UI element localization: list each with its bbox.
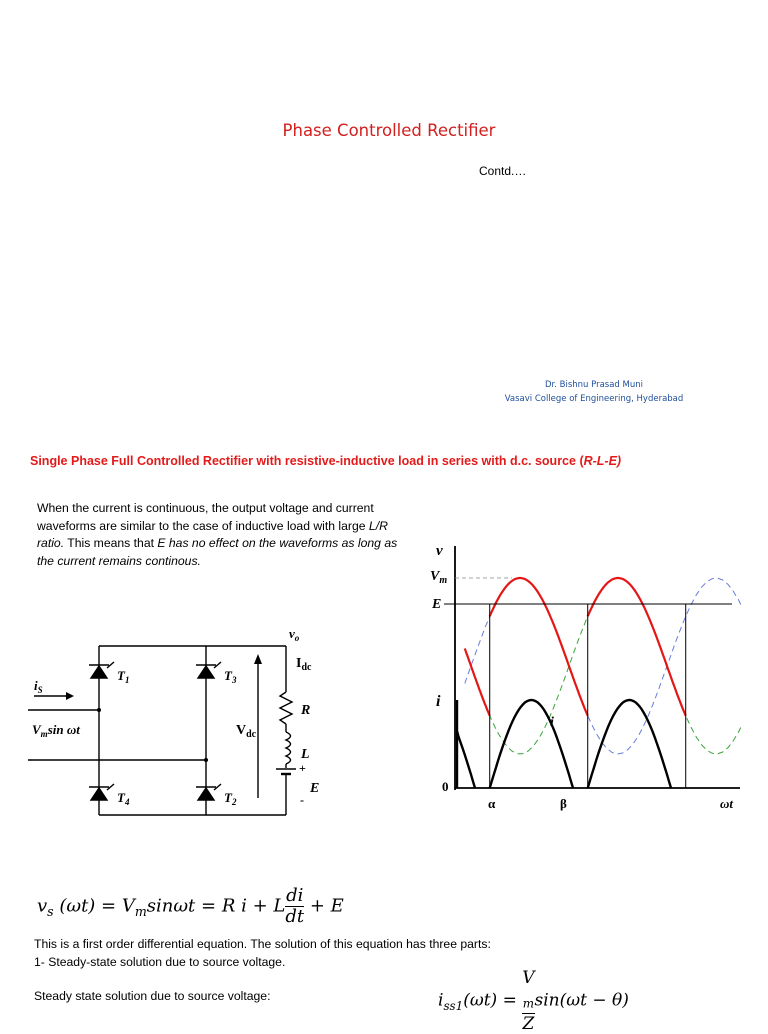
v-axis-label: v [436,543,443,559]
slide-title: Phase Controlled Rectifier [282,121,496,140]
i-axis-label: i [436,693,441,710]
beta-label: β [560,796,567,811]
t1-label: $T_1$ [117,668,130,685]
e-axis-label: E [432,597,442,612]
output-voltage-segment [465,649,490,716]
source-label: $V_m\sin$ ωt [32,722,80,739]
zero-label: 0 [442,779,449,794]
minus-label: - [300,793,304,807]
vo-label: $v_o$ [289,626,300,643]
intro-text-1: When the current is continuous, the output voltage and current waveforms are similar to the case of inductive load with large [37,501,374,533]
output-voltage-segment [588,578,686,716]
t3-label: $T_3$ [224,668,237,685]
vdc-label: $V_{dc}$ [236,723,257,740]
wt-label: ωt [720,796,734,811]
section-heading-italic: R-L-E) [583,454,622,468]
output-voltage-segment [490,578,588,716]
intro-paragraph [37,500,405,570]
explanation-line-3: Steady state solution due to source voltage: [34,989,271,1003]
idc-label: $I_{dc}$ [296,656,312,673]
t4-label: $T_4$ [117,790,130,807]
intro-text-e: E has no effect on the waveforms as long as the current remains continous. [37,536,398,568]
intro-text-lr: L/R ratio. [37,518,388,550]
load-current-hump [457,700,475,788]
is-label: $i_S$ [34,678,43,695]
e-label: E [310,781,320,796]
author-block [488,378,700,406]
i-curve-label: i [550,715,554,730]
load-current-hump [490,700,573,788]
explanation-line-1: This is a first order differential equation. The solution of this equation has three parts: [34,937,491,951]
l-label: L [301,747,310,762]
section-heading-main: Single Phase Full Controlled Rectifier with resistive-inductive load in series with d.c. source ( [30,454,584,468]
author-affiliation: Vasavi College of Engineering, Hyderabad [504,394,684,404]
slide-subtitle: Contd.… [479,164,527,178]
plus-label: + [299,761,306,775]
vm-label: $V_m$ [430,569,448,586]
differential-equation: $v_s$ $(\omega t) = V_m\sin\omega t = R$ i + L $\frac{di}{dt}$ + E [37,885,344,927]
waveform-diagram [422,540,742,835]
author-name: Dr. Bishnu Prasad Muni [544,380,644,390]
alpha-label: α [488,796,496,811]
t2-label: $T_2$ [224,790,237,807]
r-label: R [301,703,311,718]
rectifier-circuit-diagram [28,622,340,822]
steady-state-equation: $i_{ss1}(\omega t)$ = V $_m$ Z sin(ωt − θ) [438,968,629,1034]
load-current-hump [588,700,671,788]
section-heading [30,454,621,468]
explanation-line-2: 1- Steady-state solution due to source voltage. [34,955,286,969]
intro-text-2: This means that [64,536,158,550]
